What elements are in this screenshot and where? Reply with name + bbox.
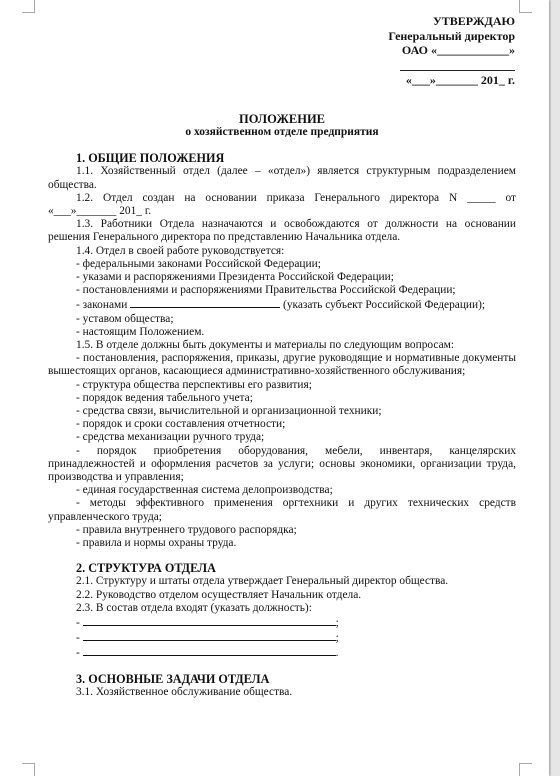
laws-hint: (указать субъект Российской Федерации);	[283, 299, 486, 312]
list-item: - средства связи, вычислительной и организационной техники;	[76, 405, 382, 418]
list-item: - порядок и сроки составления отчетности;	[76, 418, 286, 431]
approval-title: УТВЕРЖДАЮ	[432, 14, 515, 28]
dash: -	[76, 647, 80, 660]
approval-position: Генеральный директор	[388, 28, 515, 43]
approval-date: «___»_______ 201_ г.	[405, 72, 515, 87]
document-title: ПОЛОЖЕНИЕ	[238, 112, 326, 126]
list-item: - постановления, распоряжения, приказы, другие руководящие и нормативные документы вышестоящих органов, касающиеся административно-хозяйственного обслуживания;	[48, 352, 516, 378]
paragraph-2-1: 2.1. Структуру и штаты отдела утверждает Генеральный директор общества.	[76, 575, 449, 588]
position-blank-field	[83, 630, 336, 641]
section-2-heading: 2. СТРУКТУРА ОТДЕЛА	[76, 561, 216, 576]
margin-mark-right-top	[519, 12, 532, 13]
document-body	[48, 113, 516, 699]
position-blank-item	[48, 630, 516, 645]
list-item: - правила и нормы охраны труда.	[76, 537, 237, 550]
margin-mark-right-bottom	[519, 763, 532, 764]
approval-company: ОАО «____________»	[401, 43, 515, 57]
list-item: - единая государственная система делопроизводства;	[76, 484, 333, 497]
laws-blank-field	[130, 297, 280, 308]
paragraph-3-1: 3.1. Хозяйственное обслуживание общества.	[76, 685, 293, 698]
punct: ;	[335, 632, 339, 645]
position-blank-field	[83, 645, 336, 656]
list-item: - постановлениями и распоряжениями Правительства Российской Федерации;	[76, 284, 456, 297]
paragraph-2-2: 2.2. Руководство отделом осуществляет Начальник отдела.	[76, 588, 362, 601]
list-item: - средства механизации ручного труда;	[76, 431, 265, 444]
paragraph-1-4: 1.4. Отдел в своей работе руководствуется:	[76, 244, 285, 257]
paragraph-1-2: 1.2. Отдел создан на основании приказа Генерального директора N _____ от «___»_______ 201_ г.	[48, 191, 516, 218]
position-blank-field	[83, 615, 336, 626]
margin-mark-bottom-left	[34, 763, 35, 776]
list-item: - федеральными законами Российской Федерации;	[76, 257, 321, 270]
list-item-laws	[48, 297, 516, 312]
paragraph-1-1: 1.1. Хозяйственный отдел (далее – «отдел») является структурным подразделением общества.	[48, 165, 516, 191]
section-3-heading: 3. ОСНОВНЫЕ ЗАДАЧИ ОТДЕЛА	[76, 671, 270, 686]
list-item: - порядок ведения табельного учета;	[76, 391, 253, 404]
approval-block	[345, 14, 515, 87]
list-item: - указами и распоряжениями Президента Российской Федерации;	[76, 271, 394, 284]
signature-line	[400, 70, 515, 71]
punct: ;	[335, 616, 339, 629]
document-subtitle: о хозяйственном отделе предприятия	[185, 126, 379, 139]
list-item: - настоящим Положением.	[76, 325, 205, 338]
margin-mark-left-bottom	[22, 763, 35, 764]
position-blank-item	[48, 615, 516, 630]
list-item: - методы эффективного применения оргтехники и других технических средств управленческого труда;	[48, 497, 516, 523]
dash: -	[76, 632, 80, 645]
dash: -	[76, 616, 80, 629]
margin-mark-bottom-right	[519, 763, 520, 776]
list-item: - порядок приобретения оборудования, мебели, инвентаря, канцелярских принадлежностей и оформления расчетов за услуги; основы экономики, организации труда, производства и управления;	[48, 444, 516, 484]
list-item: - правила внутреннего трудового распорядка;	[76, 523, 297, 536]
paragraph-1-3: 1.3. Работники Отдела назначаются и освобождаются от должности на основании решения Генерального директора по представлению Начальника отдела.	[48, 218, 516, 244]
paragraph-2-3: 2.3. В состав отдела входят (указать должность):	[76, 601, 312, 614]
list-item: - уставом общества;	[76, 312, 174, 325]
laws-label: - законами	[76, 299, 128, 312]
margin-mark-left-top	[22, 12, 35, 13]
punct: .	[335, 647, 339, 660]
section-1-heading: 1. ОБЩИЕ ПОЛОЖЕНИЯ	[76, 151, 225, 166]
list-item: - структура общества перспективы его развития;	[76, 378, 312, 391]
position-blank-item	[48, 645, 516, 660]
paragraph-1-5: 1.5. В отделе должны быть документы и материалы по следующим вопросам:	[76, 339, 454, 352]
